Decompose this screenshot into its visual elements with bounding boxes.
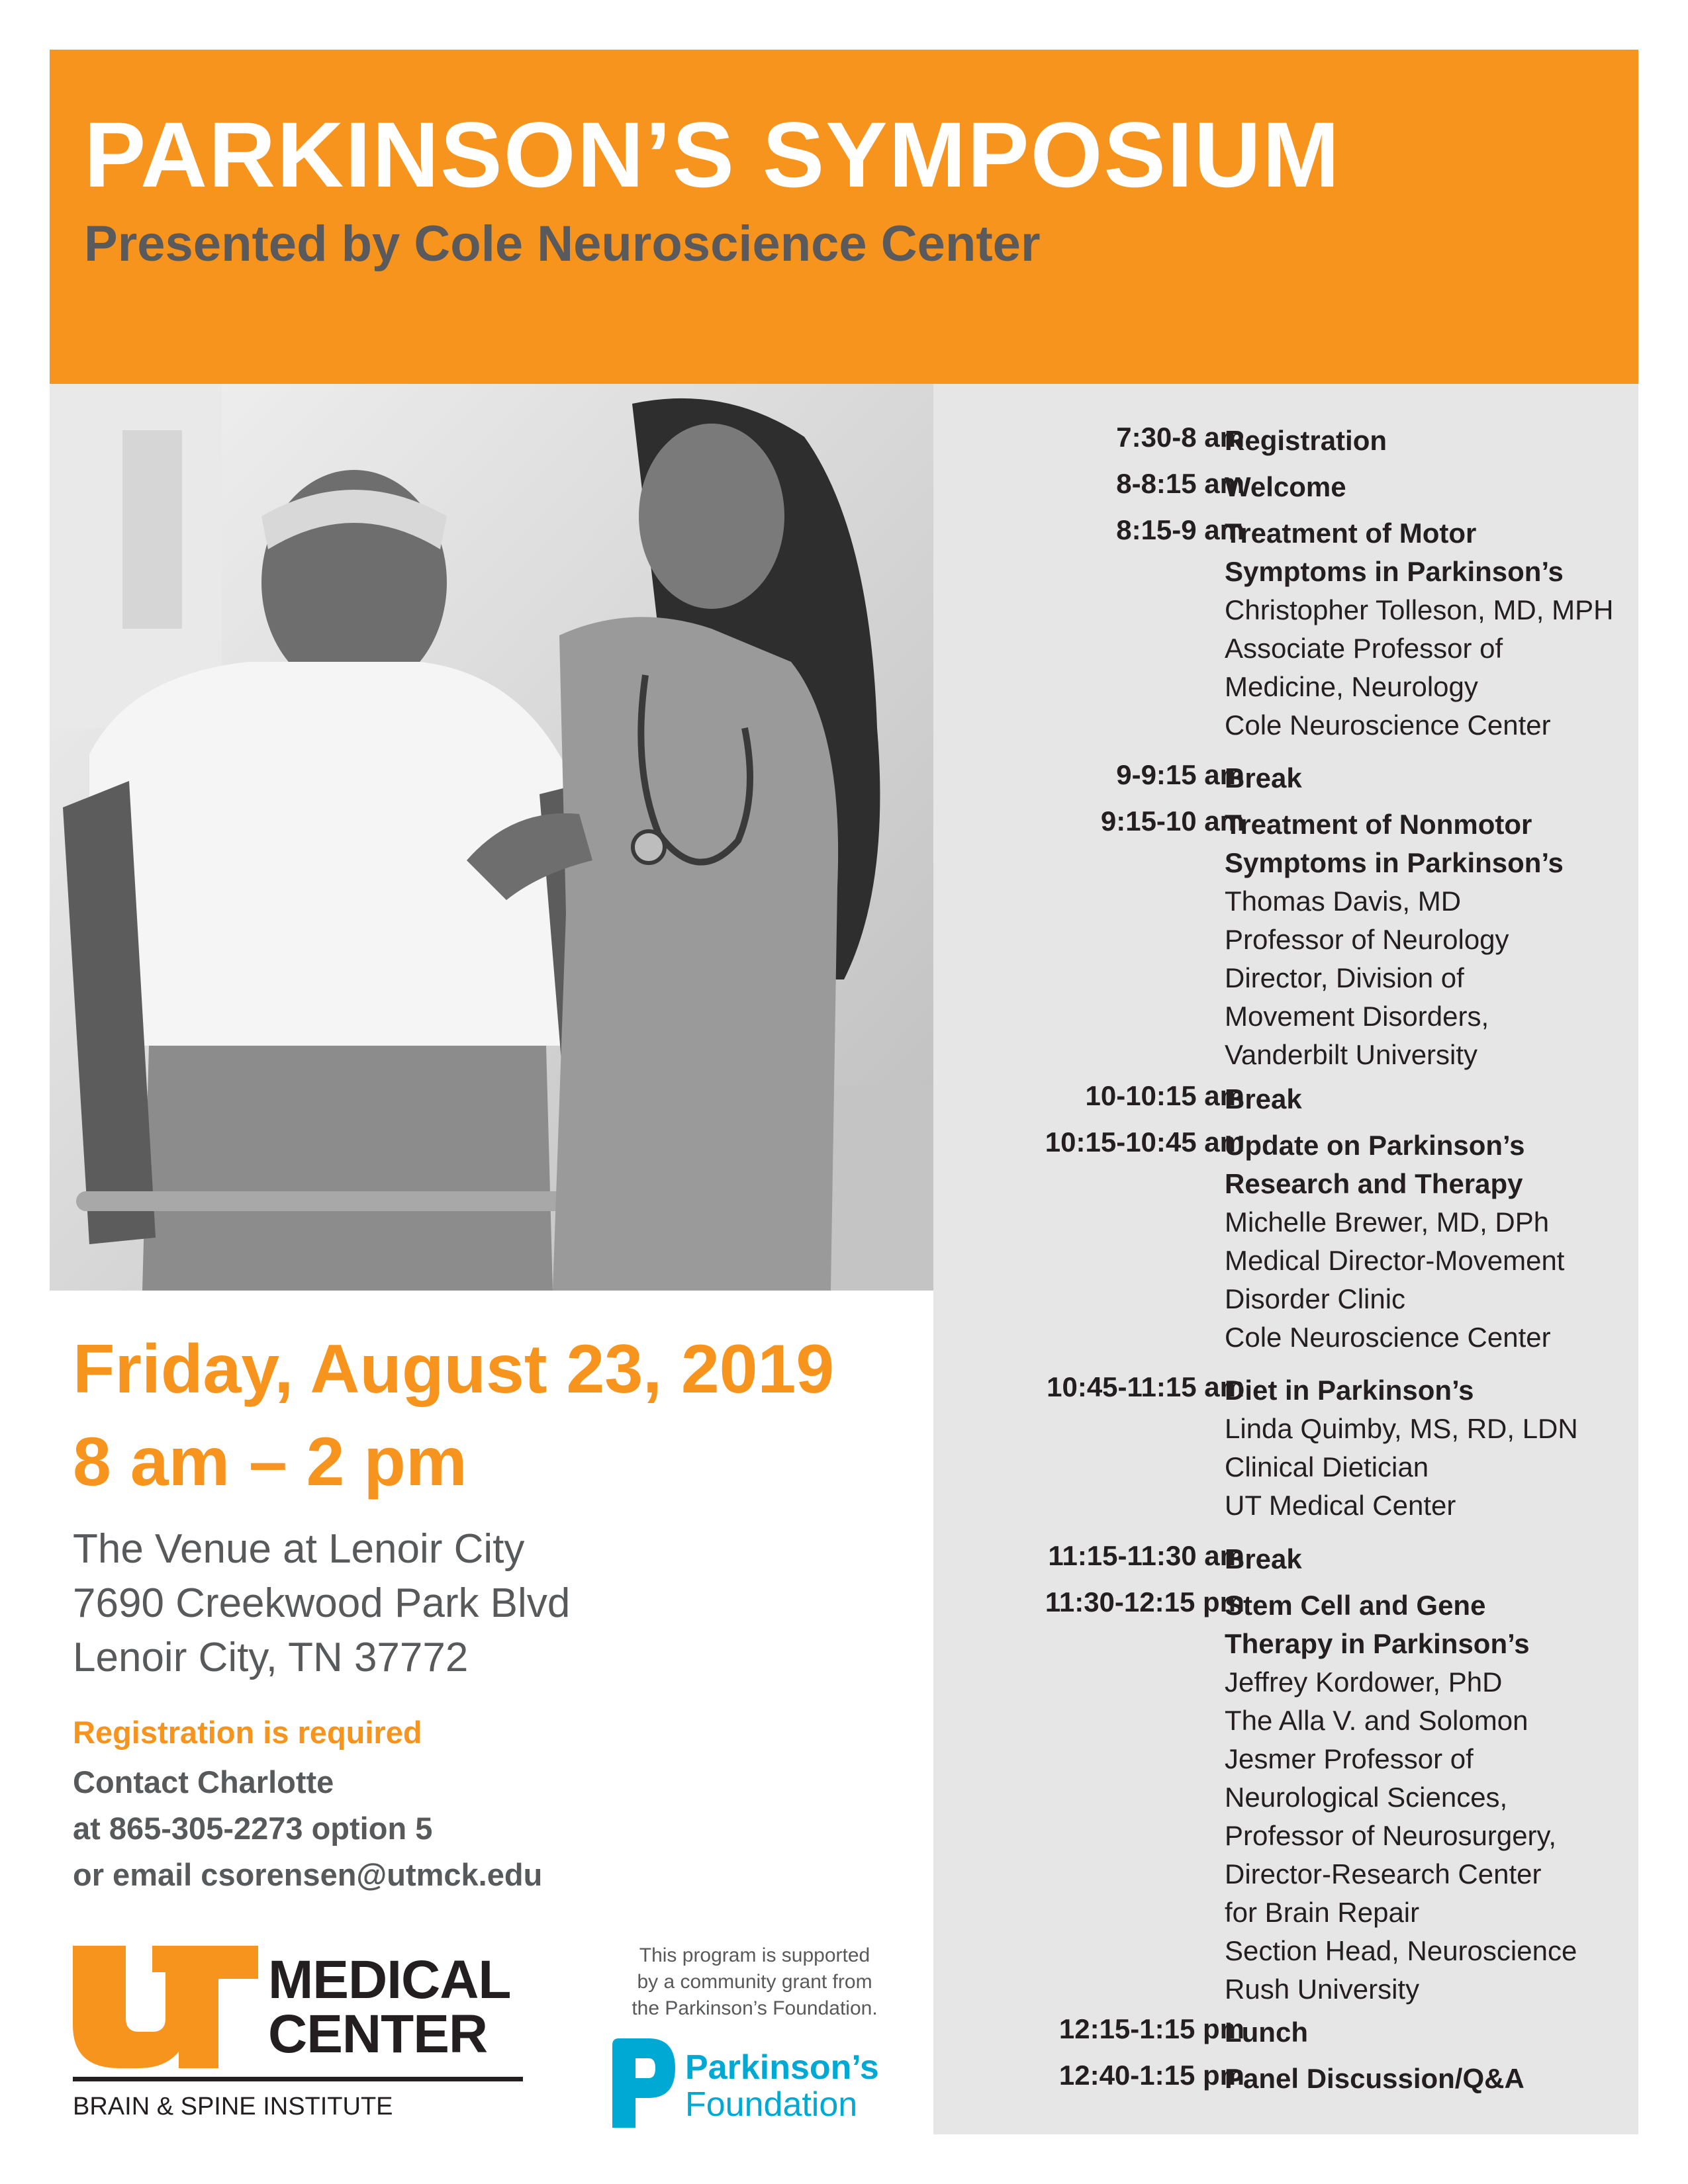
schedule-speaker: Linda Quimby, MS, RD, LDN Clinical Dietician UT Medical Center	[1225, 1413, 1578, 1521]
schedule-time: 12:15-1:15 pm	[1058, 2013, 1244, 2044]
header-banner	[50, 50, 1638, 384]
ut-medical-center-logo	[73, 1946, 530, 2124]
ut-logo-medical: MEDICAL	[268, 1950, 511, 2010]
schedule-speaker: Jeffrey Kordower, PhD The Alla V. and Solomon Jesmer Professor of Neurological Sciences, Professor of Neurosurgery, Director-Research Center for Brain Repair Section Head, Neuroscience Rush University	[1225, 1666, 1577, 2005]
venue-address	[73, 1522, 570, 1685]
schedule-speaker: Thomas Davis, MD Professor of Neurology Director, Division of Movement Disorders, Vanderbilt University	[1225, 886, 1509, 1070]
schedule-title: Break	[1225, 762, 1302, 794]
support-note: This program is supported by a community grant from the Parkinson’s Foundation.	[632, 1944, 878, 2019]
page-title: PARKINSON’S SYMPOSIUM	[84, 103, 1341, 206]
contact-phone[interactable]: at 865-305-2273 option 5	[73, 1811, 433, 1846]
schedule-title: Registration	[1225, 425, 1387, 456]
parkinsons-foundation-logo	[612, 2038, 904, 2134]
schedule-time: 8-8:15 am	[1116, 468, 1244, 499]
contact-email[interactable]: or email csorensen@utmck.edu	[73, 1857, 543, 1892]
registration-required: Registration is required	[73, 1715, 422, 1750]
ut-logo-center: CENTER	[268, 2004, 488, 2064]
registration-contact	[73, 1759, 542, 1898]
venue-name: The Venue at Lenoir City	[73, 1526, 525, 1572]
schedule-panel	[933, 384, 1638, 2134]
schedule-title: Stem Cell and Gene Therapy in Parkinson’s	[1225, 1590, 1530, 1659]
schedule-time: 10-10:15 am	[1085, 1080, 1244, 1111]
schedule-title: Break	[1225, 1083, 1302, 1115]
schedule-title: Diet in Parkinson’s	[1225, 1375, 1474, 1406]
schedule-title: Panel Discussion/Q&A	[1225, 2063, 1524, 2094]
schedule-time: 10:15-10:45 am	[1045, 1126, 1244, 1158]
schedule-time: 8:15-9 am	[1116, 514, 1244, 545]
pf-logo-name: Parkinson’s	[685, 2048, 879, 2087]
venue-street: 7690 Creekwood Park Blvd	[73, 1580, 571, 1626]
schedule-speaker: Michelle Brewer, MD, DPh Medical Director-Movement Disorder Clinic Cole Neuroscience Center	[1225, 1206, 1565, 1353]
pf-logo-foundation: Foundation	[685, 2085, 858, 2124]
schedule-time: 12:40-1:15 pm	[1058, 2060, 1244, 2091]
schedule-title: Lunch	[1225, 2017, 1308, 2048]
caregiver-patient-photo	[50, 384, 933, 1291]
schedule-time: 7:30-8 am	[1116, 422, 1244, 453]
schedule-speaker: Christopher Tolleson, MD, MPH Associate Professor of Medicine, Neurology Cole Neuroscience Center	[1225, 594, 1614, 741]
contact-name: Contact Charlotte	[73, 1764, 334, 1799]
ut-logo-institute: BRAIN & SPINE INSTITUTE	[73, 2093, 393, 2120]
event-time: 8 am – 2 pm	[73, 1424, 467, 1500]
schedule-time: 11:15-11:30 am	[1048, 1540, 1244, 1571]
ut-logo-divider	[73, 2077, 523, 2081]
hero-photo	[50, 384, 933, 1291]
page-subtitle: Presented by Cole Neuroscience Center	[84, 216, 1041, 272]
event-date: Friday, August 23, 2019	[73, 1331, 835, 1408]
schedule-time: 11:30-12:15 pm	[1045, 1586, 1244, 1617]
schedule-title: Treatment of Nonmotor Symptoms in Parkinson’s	[1225, 809, 1564, 878]
parkinsons-foundation-icon	[612, 2038, 679, 2128]
schedule-time: 10:45-11:15 am	[1047, 1371, 1244, 1402]
schedule-title: Update on Parkinson’s Research and Therapy	[1225, 1130, 1525, 1199]
ut-logo-icon	[73, 1946, 258, 2068]
schedule-time: 9-9:15 am	[1116, 759, 1244, 790]
schedule-title: Welcome	[1225, 471, 1346, 502]
venue-city: Lenoir City, TN 37772	[73, 1635, 469, 1680]
schedule-title: Treatment of Motor Symptoms in Parkinson’s	[1225, 518, 1564, 587]
schedule-title: Break	[1225, 1543, 1302, 1574]
schedule-time: 9:15-10 am	[1100, 805, 1244, 837]
